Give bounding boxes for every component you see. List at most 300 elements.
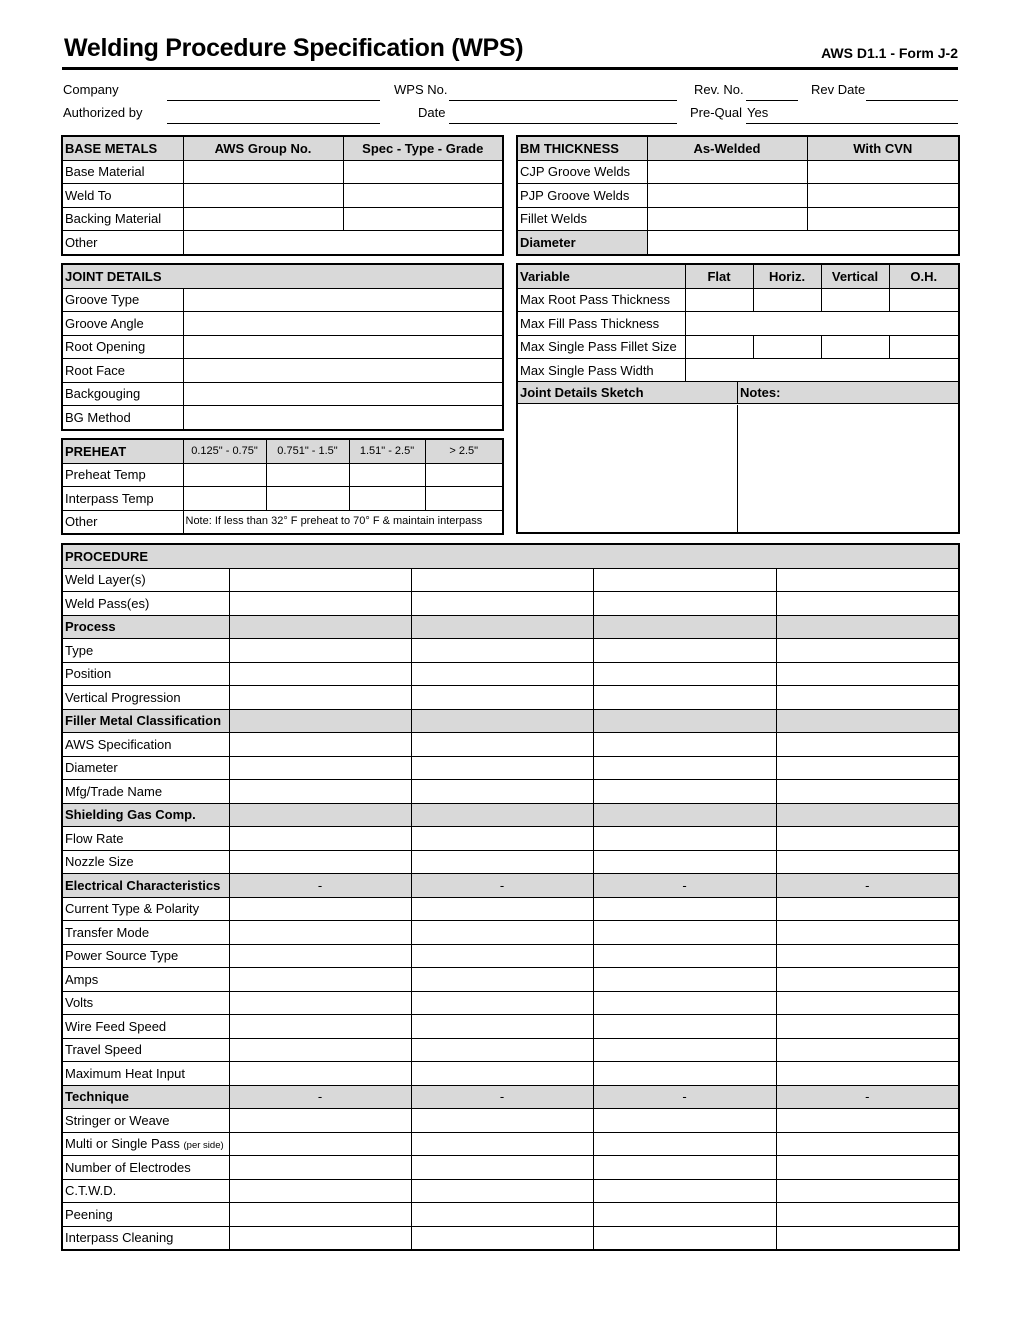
mfg-trade-name-col-1[interactable]: [229, 780, 411, 804]
shielding-gas-comp-col-3[interactable]: [593, 803, 776, 827]
row-label-text: Filler Metal Classification: [65, 713, 222, 729]
transfer-mode-col-2[interactable]: [411, 921, 593, 945]
shielding-gas-comp-col-4[interactable]: [776, 803, 959, 827]
maximum-heat-input-col-2[interactable]: [411, 1062, 593, 1086]
prequal-field[interactable]: [746, 123, 958, 124]
electrical-characteristics-col-4[interactable]: -: [776, 874, 959, 898]
electrical-characteristics-col-3[interactable]: -: [593, 874, 776, 898]
rev-no-label: Rev. No.: [694, 82, 744, 97]
aws-specification-col-2[interactable]: [411, 733, 593, 757]
c-t-w-d-col-3[interactable]: [593, 1179, 776, 1203]
type-col-3[interactable]: [593, 639, 776, 663]
filler-metal-classification-col-4[interactable]: [776, 709, 959, 733]
diameter-col-3[interactable]: [593, 756, 776, 780]
bm-thickness-header: BM THICKNESS: [517, 136, 647, 160]
diameter-label: Diameter: [517, 231, 647, 255]
position-col-1[interactable]: [229, 662, 411, 686]
procedure-row: [62, 1203, 959, 1227]
peening-col-4[interactable]: [776, 1203, 959, 1227]
process-label: [62, 615, 229, 639]
bg-method-field[interactable]: [183, 406, 503, 430]
technique-col-4[interactable]: -: [776, 1085, 959, 1109]
volts-col-4[interactable]: [776, 991, 959, 1015]
vertical-progression-col-3[interactable]: [593, 686, 776, 710]
interpass-temp-2[interactable]: [266, 487, 349, 511]
stringer-or-weave-col-4[interactable]: [776, 1109, 959, 1133]
aws-specification-col-3[interactable]: [593, 733, 776, 757]
stringer-or-weave-label: [62, 1109, 229, 1133]
max-root-pass-label: Max Root Pass Thickness: [517, 288, 685, 312]
maximum-heat-input-col-3[interactable]: [593, 1062, 776, 1086]
range-3-header: 1.51" - 2.5": [349, 439, 425, 463]
current-type-polarity-col-3[interactable]: [593, 897, 776, 921]
as-welded-header: As-Welded: [647, 136, 807, 160]
travel-speed-col-4[interactable]: [776, 1038, 959, 1062]
root-pass-oh[interactable]: [889, 288, 959, 312]
max-single-width-field[interactable]: [685, 359, 959, 383]
procedure-row: [62, 1226, 959, 1250]
range-1-header: 0.125" - 0.75": [183, 439, 266, 463]
wire-feed-speed-label: [62, 1015, 229, 1039]
weld-pass-es-col-2[interactable]: [411, 592, 593, 616]
interpass-cleaning-col-1[interactable]: [229, 1226, 411, 1250]
flow-rate-label: [62, 827, 229, 851]
procedure-row: [62, 991, 959, 1015]
diameter-label: [62, 756, 229, 780]
row-label-text: Technique: [65, 1089, 130, 1105]
nozzle-size-col-3[interactable]: [593, 850, 776, 874]
number-of-electrodes-col-3[interactable]: [593, 1156, 776, 1180]
position-col-2[interactable]: [411, 662, 593, 686]
process-col-2[interactable]: [411, 615, 593, 639]
rev-date-field[interactable]: [866, 100, 958, 101]
stringer-or-weave-col-2[interactable]: [411, 1109, 593, 1133]
date-field[interactable]: [449, 123, 677, 124]
notes-area[interactable]: [739, 405, 958, 532]
wire-feed-speed-col-1[interactable]: [229, 1015, 411, 1039]
root-pass-vertical[interactable]: [821, 288, 889, 312]
backgouging-label: Backgouging: [62, 382, 183, 406]
range-4-header: > 2.5": [425, 439, 503, 463]
wire-feed-speed-col-2[interactable]: [411, 1015, 593, 1039]
variable-table: [516, 263, 960, 384]
transfer-mode-col-4[interactable]: [776, 921, 959, 945]
technique-label: [62, 1085, 229, 1109]
volts-col-3[interactable]: [593, 991, 776, 1015]
root-face-field[interactable]: [183, 359, 503, 383]
vertical-progression-col-4[interactable]: [776, 686, 959, 710]
wps-no-field[interactable]: [449, 100, 677, 101]
mfg-trade-name-col-4[interactable]: [776, 780, 959, 804]
joint-sketch-header: Joint Details Sketch: [518, 382, 738, 404]
diameter-col-1[interactable]: [229, 756, 411, 780]
variable-header: Variable: [517, 264, 685, 288]
joint-details-table: [61, 263, 504, 431]
weld-pass-es-col-1[interactable]: [229, 592, 411, 616]
procedure-row: [62, 756, 959, 780]
preheat-temp-3[interactable]: [349, 463, 425, 487]
filler-metal-classification-col-1[interactable]: [229, 709, 411, 733]
base-material-spec[interactable]: [343, 160, 503, 184]
other-metal-label: Other: [62, 231, 183, 255]
mfg-trade-name-col-2[interactable]: [411, 780, 593, 804]
prequal-value[interactable]: Yes: [747, 105, 769, 120]
number-of-electrodes-col-1[interactable]: [229, 1156, 411, 1180]
root-face-label: Root Face: [62, 359, 183, 383]
multi-or-single-pass-col-2[interactable]: [411, 1132, 593, 1156]
base-material-label: Base Material: [62, 160, 183, 184]
weld-layer-s-label: [62, 568, 229, 592]
max-fill-pass-field[interactable]: [685, 312, 959, 336]
process-col-1[interactable]: [229, 615, 411, 639]
diameter-col-2[interactable]: [411, 756, 593, 780]
multi-or-single-pass-col-1[interactable]: [229, 1132, 411, 1156]
procedure-row: [62, 615, 959, 639]
groove-angle-label: Groove Angle: [62, 312, 183, 336]
diameter-field[interactable]: [647, 231, 959, 255]
preheat-temp-1[interactable]: [183, 463, 266, 487]
current-type-polarity-label: [62, 897, 229, 921]
root-opening-label: Root Opening: [62, 335, 183, 359]
row-label-text: Volts: [65, 995, 94, 1011]
preheat-table: [61, 438, 504, 535]
row-label-text: Travel Speed: [65, 1042, 142, 1058]
procedure-header: PROCEDURE: [62, 544, 959, 568]
peening-col-1[interactable]: [229, 1203, 411, 1227]
multi-or-single-pass-col-4[interactable]: [776, 1132, 959, 1156]
filler-metal-classification-label: [62, 709, 229, 733]
procedure-row: [62, 921, 959, 945]
current-type-polarity-col-4[interactable]: [776, 897, 959, 921]
row-label-text: Amps: [65, 971, 99, 987]
authorized-field[interactable]: [167, 123, 380, 124]
vertical-progression-col-1[interactable]: [229, 686, 411, 710]
amps-col-4[interactable]: [776, 968, 959, 992]
weld-to-spec[interactable]: [343, 184, 503, 208]
electrical-characteristics-col-2[interactable]: -: [411, 874, 593, 898]
row-label-text: Type: [65, 642, 94, 658]
amps-col-3[interactable]: [593, 968, 776, 992]
peening-col-3[interactable]: [593, 1203, 776, 1227]
weld-layer-s-col-1[interactable]: [229, 568, 411, 592]
row-label-text: Nozzle Size: [65, 854, 134, 870]
type-col-4[interactable]: [776, 639, 959, 663]
weld-pass-es-col-4[interactable]: [776, 592, 959, 616]
preheat-temp-4[interactable]: [425, 463, 503, 487]
backing-material-spec[interactable]: [343, 207, 503, 231]
technique-col-3[interactable]: -: [593, 1085, 776, 1109]
weld-pass-es-col-3[interactable]: [593, 592, 776, 616]
procedure-row: [62, 1132, 959, 1156]
company-field[interactable]: [167, 100, 380, 101]
travel-speed-col-1[interactable]: [229, 1038, 411, 1062]
bg-method-label: BG Method: [62, 406, 183, 430]
row-label-text: Peening: [65, 1206, 113, 1222]
travel-speed-col-2[interactable]: [411, 1038, 593, 1062]
procedure-row: [62, 780, 959, 804]
fillet-as-welded[interactable]: [647, 207, 807, 231]
technique-col-2[interactable]: -: [411, 1085, 593, 1109]
aws-specification-col-4[interactable]: [776, 733, 959, 757]
max-fill-pass-label: Max Fill Pass Thickness: [517, 312, 685, 336]
transfer-mode-label: [62, 921, 229, 945]
procedure-row: [62, 897, 959, 921]
page-title: Welding Procedure Specification (WPS): [64, 34, 524, 62]
authorized-label: Authorized by: [63, 105, 143, 120]
row-label-text: Stringer or Weave: [65, 1112, 170, 1128]
c-t-w-d-col-2[interactable]: [411, 1179, 593, 1203]
wire-feed-speed-col-3[interactable]: [593, 1015, 776, 1039]
diameter-col-4[interactable]: [776, 756, 959, 780]
filler-metal-classification-col-3[interactable]: [593, 709, 776, 733]
aws-group-header: AWS Group No.: [183, 136, 343, 160]
interpass-temp-3[interactable]: [349, 487, 425, 511]
preheat-other-label: Other: [62, 510, 183, 534]
groove-type-field[interactable]: [183, 288, 503, 312]
type-col-1[interactable]: [229, 639, 411, 663]
backing-material-group[interactable]: [183, 207, 343, 231]
pjp-with-cvn[interactable]: [807, 184, 959, 208]
stringer-or-weave-col-3[interactable]: [593, 1109, 776, 1133]
aws-specification-label: [62, 733, 229, 757]
travel-speed-label: [62, 1038, 229, 1062]
prequal-label: Pre-Qual: [690, 105, 743, 120]
mfg-trade-name-label: [62, 780, 229, 804]
fillet-with-cvn[interactable]: [807, 207, 959, 231]
sketch-notes-area: [516, 381, 960, 534]
horiz-header: Horiz.: [753, 264, 821, 288]
cjp-with-cvn[interactable]: [807, 160, 959, 184]
nozzle-size-col-1[interactable]: [229, 850, 411, 874]
multi-or-single-pass-label: [62, 1132, 229, 1156]
procedure-row: [62, 1062, 959, 1086]
base-metals-table: [61, 135, 504, 256]
range-2-header: 0.751" - 1.5": [266, 439, 349, 463]
c-t-w-d-label: [62, 1179, 229, 1203]
row-label-text: Power Source Type: [65, 948, 179, 964]
oh-header: O.H.: [889, 264, 959, 288]
max-single-fillet-label: Max Single Pass Fillet Size: [517, 335, 685, 359]
row-label-text: Wire Feed Speed: [65, 1018, 167, 1034]
maximum-heat-input-col-1[interactable]: [229, 1062, 411, 1086]
shielding-gas-comp-label: [62, 803, 229, 827]
weld-to-label: Weld To: [62, 184, 183, 208]
procedure-row: [62, 1156, 959, 1180]
row-label-text: C.T.W.D.: [65, 1183, 117, 1199]
volts-col-1[interactable]: [229, 991, 411, 1015]
pjp-groove-label: PJP Groove Welds: [517, 184, 647, 208]
procedure-row: [62, 1109, 959, 1133]
mfg-trade-name-col-3[interactable]: [593, 780, 776, 804]
aws-specification-col-1[interactable]: [229, 733, 411, 757]
position-col-3[interactable]: [593, 662, 776, 686]
cjp-as-welded[interactable]: [647, 160, 807, 184]
transfer-mode-col-1[interactable]: [229, 921, 411, 945]
number-of-electrodes-col-2[interactable]: [411, 1156, 593, 1180]
interpass-cleaning-col-3[interactable]: [593, 1226, 776, 1250]
shielding-gas-comp-col-2[interactable]: [411, 803, 593, 827]
interpass-temp-label: Interpass Temp: [62, 487, 183, 511]
flat-header: Flat: [685, 264, 753, 288]
procedure-row: [62, 662, 959, 686]
vertical-header: Vertical: [821, 264, 889, 288]
base-metals-header: BASE METALS: [62, 136, 183, 160]
process-col-3[interactable]: [593, 615, 776, 639]
weld-pass-es-label: [62, 592, 229, 616]
title-divider: [62, 67, 958, 70]
c-t-w-d-col-1[interactable]: [229, 1179, 411, 1203]
row-label-text: Vertical Progression: [65, 689, 181, 705]
row-label-text: Weld Layer(s): [65, 572, 146, 588]
process-col-4[interactable]: [776, 615, 959, 639]
preheat-header: PREHEAT: [62, 439, 183, 463]
power-source-type-col-1[interactable]: [229, 944, 411, 968]
other-metal-field[interactable]: [183, 231, 503, 255]
procedure-row: [62, 803, 959, 827]
row-label-text: Weld Pass(es): [65, 595, 150, 611]
peening-label: [62, 1203, 229, 1227]
preheat-temp-label: Preheat Temp: [62, 463, 183, 487]
c-t-w-d-col-4[interactable]: [776, 1179, 959, 1203]
row-label-text: AWS Specification: [65, 736, 172, 752]
flow-rate-col-1[interactable]: [229, 827, 411, 851]
with-cvn-header: With CVN: [807, 136, 959, 160]
row-label-text: Interpass Cleaning: [65, 1230, 174, 1246]
interpass-temp-1[interactable]: [183, 487, 266, 511]
preheat-note: Note: If less than 32° F preheat to 70° F & maintain interpass: [183, 510, 503, 534]
fillet-horiz[interactable]: [753, 335, 821, 359]
electrical-characteristics-label: [62, 874, 229, 898]
amps-col-1[interactable]: [229, 968, 411, 992]
base-material-group[interactable]: [183, 160, 343, 184]
number-of-electrodes-label: [62, 1156, 229, 1180]
electrical-characteristics-col-1[interactable]: -: [229, 874, 411, 898]
procedure-row: [62, 944, 959, 968]
procedure-row: [62, 850, 959, 874]
fillet-welds-label: Fillet Welds: [517, 207, 647, 231]
volts-col-2[interactable]: [411, 991, 593, 1015]
groove-type-label: Groove Type: [62, 288, 183, 312]
procedure-row: [62, 592, 959, 616]
row-label-text: Current Type & Polarity: [65, 901, 200, 917]
filler-metal-classification-col-2[interactable]: [411, 709, 593, 733]
pjp-as-welded[interactable]: [647, 184, 807, 208]
row-label-text: Electrical Characteristics: [65, 877, 221, 893]
procedure-row: [62, 968, 959, 992]
amps-col-2[interactable]: [411, 968, 593, 992]
vertical-progression-col-2[interactable]: [411, 686, 593, 710]
row-label-text: Maximum Heat Input: [65, 1065, 185, 1081]
power-source-type-col-3[interactable]: [593, 944, 776, 968]
power-source-type-col-2[interactable]: [411, 944, 593, 968]
interpass-cleaning-col-2[interactable]: [411, 1226, 593, 1250]
fillet-vertical[interactable]: [821, 335, 889, 359]
root-opening-field[interactable]: [183, 335, 503, 359]
row-label-text: Mfg/Trade Name: [65, 783, 163, 799]
cjp-groove-label: CJP Groove Welds: [517, 160, 647, 184]
flow-rate-col-4[interactable]: [776, 827, 959, 851]
weld-to-group[interactable]: [183, 184, 343, 208]
row-label-text: Shielding Gas Comp.: [65, 807, 196, 823]
peening-col-2[interactable]: [411, 1203, 593, 1227]
current-type-polarity-col-2[interactable]: [411, 897, 593, 921]
root-pass-horiz[interactable]: [753, 288, 821, 312]
row-label-text: Multi or Single Pass: [65, 1136, 180, 1151]
travel-speed-col-3[interactable]: [593, 1038, 776, 1062]
amps-label: [62, 968, 229, 992]
procedure-table: [61, 543, 960, 1251]
interpass-cleaning-label: [62, 1226, 229, 1250]
row-label-note: (per side): [183, 1140, 224, 1151]
row-label-text: Process: [65, 619, 116, 635]
joint-sketch-area[interactable]: [518, 405, 738, 532]
power-source-type-label: [62, 944, 229, 968]
backgouging-field[interactable]: [183, 382, 503, 406]
preheat-temp-2[interactable]: [266, 463, 349, 487]
bm-thickness-table: [516, 135, 960, 256]
date-label: Date: [418, 105, 446, 120]
root-pass-flat[interactable]: [685, 288, 753, 312]
weld-layer-s-col-4[interactable]: [776, 568, 959, 592]
max-single-width-label: Max Single Pass Width: [517, 359, 685, 383]
fillet-oh[interactable]: [889, 335, 959, 359]
maximum-heat-input-col-4[interactable]: [776, 1062, 959, 1086]
rev-no-field[interactable]: [746, 100, 798, 101]
weld-layer-s-col-2[interactable]: [411, 568, 593, 592]
procedure-row: [62, 1085, 959, 1109]
interpass-temp-4[interactable]: [425, 487, 503, 511]
row-label-text: Position: [65, 666, 112, 682]
interpass-cleaning-col-4[interactable]: [776, 1226, 959, 1250]
current-type-polarity-col-1[interactable]: [229, 897, 411, 921]
type-col-2[interactable]: [411, 639, 593, 663]
position-col-4[interactable]: [776, 662, 959, 686]
multi-or-single-pass-col-3[interactable]: [593, 1132, 776, 1156]
form-id: AWS D1.1 - Form J-2: [821, 45, 958, 61]
flow-rate-col-3[interactable]: [593, 827, 776, 851]
wire-feed-speed-col-4[interactable]: [776, 1015, 959, 1039]
groove-angle-field[interactable]: [183, 312, 503, 336]
procedure-row: [62, 568, 959, 592]
joint-details-header: JOINT DETAILS: [62, 264, 503, 288]
technique-col-1[interactable]: -: [229, 1085, 411, 1109]
transfer-mode-col-3[interactable]: [593, 921, 776, 945]
company-label: Company: [63, 82, 119, 97]
row-label-text: Diameter: [65, 760, 118, 776]
backing-material-label: Backing Material: [62, 207, 183, 231]
number-of-electrodes-col-4[interactable]: [776, 1156, 959, 1180]
procedure-row: [62, 1038, 959, 1062]
row-label-text: Number of Electrodes: [65, 1159, 191, 1175]
procedure-row: [62, 639, 959, 663]
shielding-gas-comp-col-1[interactable]: [229, 803, 411, 827]
weld-layer-s-col-3[interactable]: [593, 568, 776, 592]
procedure-row: [62, 827, 959, 851]
fillet-flat[interactable]: [685, 335, 753, 359]
procedure-row: [62, 733, 959, 757]
flow-rate-col-2[interactable]: [411, 827, 593, 851]
nozzle-size-col-4[interactable]: [776, 850, 959, 874]
stringer-or-weave-col-1[interactable]: [229, 1109, 411, 1133]
power-source-type-col-4[interactable]: [776, 944, 959, 968]
procedure-row: [62, 1179, 959, 1203]
nozzle-size-col-2[interactable]: [411, 850, 593, 874]
nozzle-size-label: [62, 850, 229, 874]
rev-date-label: Rev Date: [811, 82, 866, 97]
spec-type-grade-header: Spec - Type - Grade: [343, 136, 503, 160]
position-label: [62, 662, 229, 686]
notes-header: Notes:: [738, 382, 958, 404]
